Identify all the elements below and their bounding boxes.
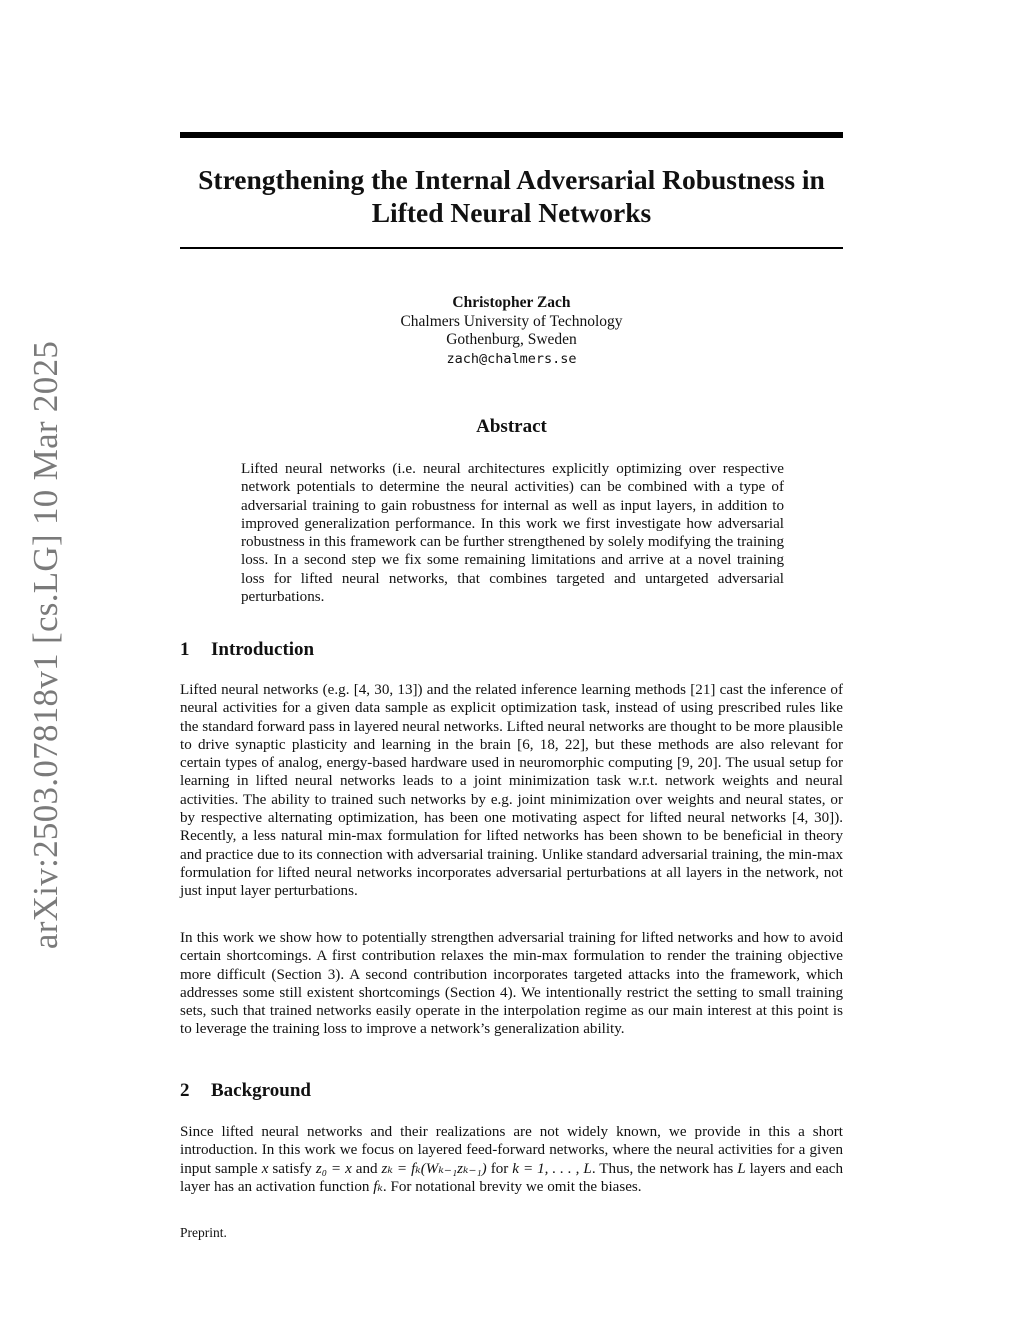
abstract-heading: Abstract (476, 416, 547, 437)
text-run: . Thus, the network has (591, 1160, 738, 1177)
section-heading-introduction (180, 639, 314, 661)
paper-title: Strengthening the Internal Adversarial Robustness in Lifted Neural Networks (198, 164, 825, 228)
background-paragraph-1 (180, 1123, 843, 1196)
preprint-footer: Preprint. (180, 1225, 227, 1240)
section-number: 1 (180, 639, 190, 660)
author-affiliation: Chalmers University of Technology (400, 312, 623, 330)
math-inline: k = 1, . . . , L (512, 1160, 592, 1177)
math-inline: zₖ = fₖ(Wₖ₋₁zₖ₋₁) (381, 1160, 487, 1177)
section-heading-background (180, 1080, 311, 1102)
math-inline: fₖ (373, 1178, 383, 1195)
text-run: . For notational brevity we omit the biases. (382, 1178, 642, 1195)
math-inline: L (737, 1160, 746, 1177)
introduction-paragraph-1: Lifted neural networks (e.g. [4, 30, 13]) and the related inference learning methods [21] cast the inference of neural activities for a given data sample as explicit optimization task, instead of using prescribed rules like the standard forward pass in layered neural networks. Lifted neural networks are thought to be more plausible to drive synaptic plasticity and learning in the brain [6, 18, 22], but these methods are also relevant for certain types of analog, energy-based hardware used in neuromorphic computing [9, 20]. The usual setup for learning in lifted neural networks leads to a joint minimization task w.r.t. network weights and neural activities. The ability to trained such networks by e.g. joint minimization over weights and neural states, or by respective alternating optimization, has been one motivating aspect for lifted neural networks [4, 30]). Recently, a less natural min-max formulation for lifted networks has been shown to be beneficial in theory and practice due to its connection with adversarial training. Unlike standard adversarial training, the min-max formulation for lifted neural networks incorporates adversarial perturbations at all layers in the network, not just input layer perturbations. (180, 682, 843, 900)
arxiv-identifier-stamp: arXiv:2503.07818v1 [cs.LG] 10 Mar 2025 (26, 340, 65, 950)
math-inline: z₀ = x (315, 1160, 352, 1177)
section-title: Background (211, 1080, 311, 1101)
math-inline: x (261, 1160, 269, 1177)
author-name: Christopher Zach (452, 294, 571, 311)
section-number: 2 (180, 1080, 190, 1101)
author-block (180, 294, 843, 368)
title-bottom-rule (180, 247, 843, 249)
abstract-text: Lifted neural networks (i.e. neural architectures explicitly optimizing over respective network potentials to determine the neural activities) can be combined with a type of adversarial training to gain robustness for internal as well as input layers, in addition to improved generalization performance. In this work we first investigate how adversarial robustness in this framework can be further strengthened by solely modifying the training loss. In a second step we fix some remaining limitations and arrive at a novel training loss for lifted neural networks, that combines targeted and untargeted adversarial perturbations. (241, 461, 784, 606)
text-run: and (351, 1160, 382, 1177)
author-email: zach@chalmers.se (446, 350, 577, 367)
text-run: satisfy (268, 1160, 316, 1177)
section-title: Introduction (211, 639, 315, 660)
text-run: for (486, 1160, 513, 1177)
text-run: layers and each layer has an activation function (180, 1160, 844, 1195)
title-top-rule (180, 132, 843, 138)
introduction-paragraph-2: In this work we show how to potentially strengthen adversarial training for lifted networks and how to avoid certain shortcomings. A first contribution relaxes the min-max formulation to render the training objective more difficult (Section 3). A second contribution incorporates targeted attacks into the framework, which addresses some still existent shortcomings (Section 4). We intentionally restrict the setting to small training sets, such that trained networks easily operate in the interpolation regime as our main interest at this point is to leverage the training loss to improve a network’s generalization ability. (180, 930, 843, 1038)
author-location: Gothenburg, Sweden (446, 331, 577, 348)
text-run: Since lifted neural networks and their realizations are not widely known, we provide in this a short introduction. In this work we focus on layered feed-forward networks, where the neural activities for a given input sample (180, 1124, 843, 1177)
